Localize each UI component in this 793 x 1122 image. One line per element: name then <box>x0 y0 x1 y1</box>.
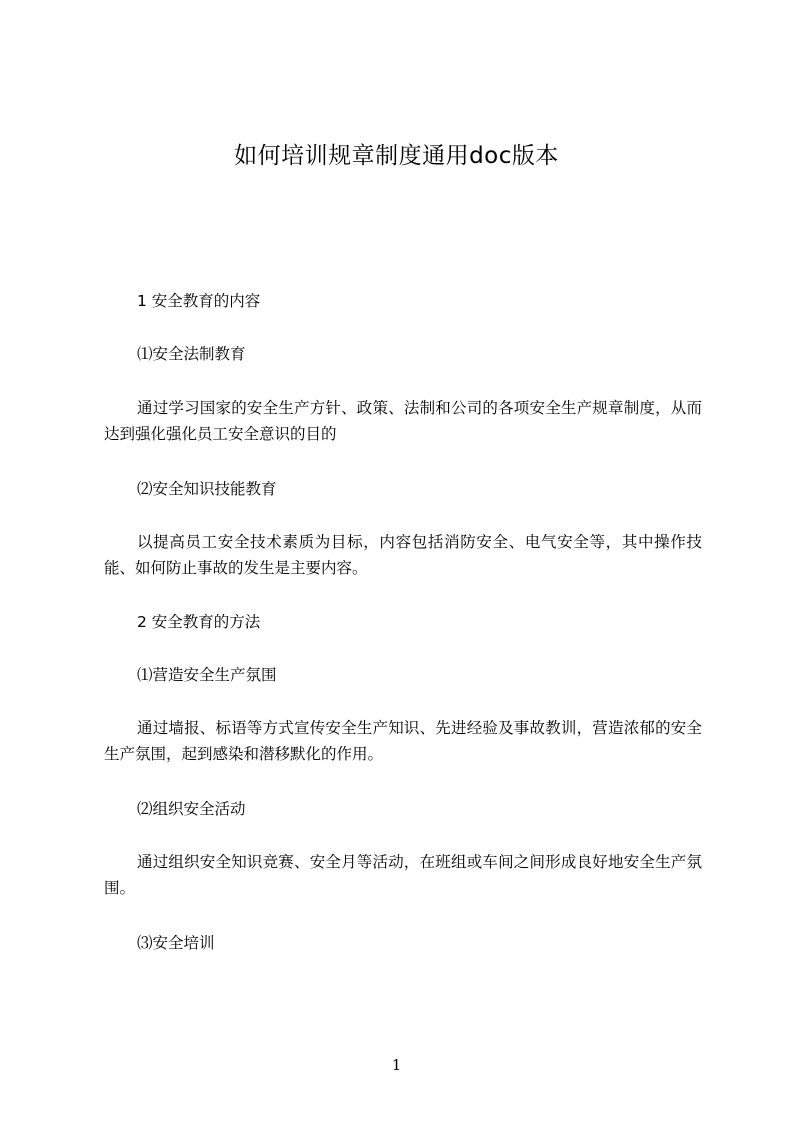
body-paragraph: 通过墙报、标语等方式宣传安全生产知识、先进经验及事故教训，营造浓郁的安全生产氛围，起到感染和潜移默化的作用。 <box>104 719 702 763</box>
section-heading: 1 安全教育的内容 <box>137 292 261 310</box>
subsection-heading: ⑶安全培训 <box>137 934 215 952</box>
document-title: 如何培训规章制度通用doc版本 <box>234 143 559 169</box>
subsection-heading: ⑵组织安全活动 <box>137 800 246 818</box>
body-paragraph: 通过学习国家的安全生产方针、政策、法制和公司的各项安全生产规章制度，从而达到强化强化员工安全意识的目的 <box>104 399 702 443</box>
body-paragraph: 通过组织安全知识竞赛、安全月等活动，在班组或车间之间形成良好地安全生产氛围。 <box>104 853 702 897</box>
page-number: 1 <box>391 1056 402 1074</box>
body-paragraph: 以提高员工安全技术素质为目标，内容包括消防安全、电气安全等，其中操作技能、如何防止事故的发生是主要内容。 <box>104 533 702 577</box>
subsection-heading: ⑵安全知识技能教育 <box>137 480 277 498</box>
subsection-heading: ⑴安全法制教育 <box>137 345 246 363</box>
section-heading: 2 安全教育的方法 <box>137 613 261 631</box>
subsection-heading: ⑴营造安全生产氛围 <box>137 666 277 684</box>
